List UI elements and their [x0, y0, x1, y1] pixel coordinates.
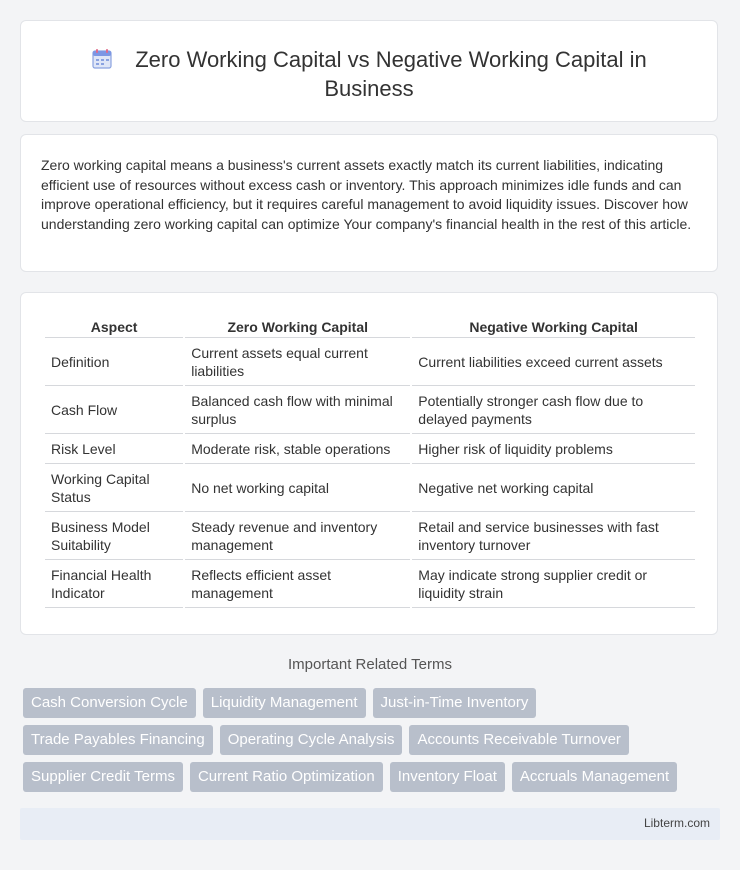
cell-negative: May indicate strong supplier credit or liquidity strain — [412, 560, 695, 608]
cell-zero: No net working capital — [185, 464, 410, 512]
cell-negative: Retail and service businesses with fast inventory turnover — [412, 512, 695, 560]
related-terms — [23, 688, 723, 799]
tag-accruals-management[interactable]: Accruals Management — [512, 762, 677, 792]
cell-negative: Potentially stronger cash flow due to delayed payments — [412, 386, 695, 434]
tag-liquidity-management[interactable]: Liquidity Management — [203, 688, 366, 718]
intro-card — [20, 134, 718, 272]
page-title — [61, 45, 677, 103]
table-row — [45, 434, 695, 464]
cell-zero: Balanced cash flow with minimal surplus — [185, 386, 410, 434]
cell-zero: Steady revenue and inventory management — [185, 512, 410, 560]
tag-current-ratio-optimization[interactable]: Current Ratio Optimization — [190, 762, 383, 792]
table-row — [45, 338, 695, 386]
related-terms-title: Important Related Terms — [288, 656, 452, 673]
comparison-table — [43, 317, 697, 608]
table-row — [45, 386, 695, 434]
tag-just-in-time-inventory[interactable]: Just-in-Time Inventory — [373, 688, 537, 718]
header-negative: Negative Working Capital — [412, 317, 695, 338]
tag-row — [23, 725, 723, 755]
header-zero: Zero Working Capital — [185, 317, 410, 338]
tag-operating-cycle-analysis[interactable]: Operating Cycle Analysis — [220, 725, 403, 755]
intro-paragraph: Zero working capital means a business's current assets exactly match its current liabilities, indicating efficient use of resources without excess cash or inventory. This approach minimizes idle funds and can improve operational efficiency, but it requires careful management to avoid liquidity issues. Discover how understanding zero working capital can optimize Your company's financial health in the rest of this article. — [41, 157, 692, 232]
table-row — [45, 464, 695, 512]
cell-negative: Current liabilities exceed current assets — [412, 338, 695, 386]
footer — [20, 808, 720, 840]
header-card — [20, 20, 718, 122]
title-text: Zero Working Capital vs Negative Working Capital in Business — [135, 47, 647, 101]
cell-aspect: Financial Health Indicator — [45, 560, 183, 608]
cell-negative: Higher risk of liquidity problems — [412, 434, 695, 464]
cell-aspect: Risk Level — [45, 434, 183, 464]
footer-site-link[interactable]: Libterm.com — [643, 816, 710, 830]
table-header-row — [45, 317, 695, 338]
tag-supplier-credit-terms[interactable]: Supplier Credit Terms — [23, 762, 183, 792]
tag-inventory-float[interactable]: Inventory Float — [390, 762, 505, 792]
tag-trade-payables-financing[interactable]: Trade Payables Financing — [23, 725, 213, 755]
cell-zero: Moderate risk, stable operations — [185, 434, 410, 464]
header-aspect: Aspect — [45, 317, 183, 338]
tag-row — [23, 762, 723, 792]
cell-aspect: Working Capital Status — [45, 464, 183, 512]
calendar-icon — [91, 48, 113, 70]
tag-cash-conversion-cycle[interactable]: Cash Conversion Cycle — [23, 688, 196, 718]
cell-aspect: Definition — [45, 338, 183, 386]
tag-accounts-receivable-turnover[interactable]: Accounts Receivable Turnover — [409, 725, 628, 755]
table-row — [45, 560, 695, 608]
comparison-card — [20, 292, 718, 635]
tag-row — [23, 688, 723, 718]
cell-aspect: Business Model Suitability — [45, 512, 183, 560]
cell-zero: Reflects efficient asset management — [185, 560, 410, 608]
table-row — [45, 512, 695, 560]
cell-zero: Current assets equal current liabilities — [185, 338, 410, 386]
cell-negative: Negative net working capital — [412, 464, 695, 512]
cell-aspect: Cash Flow — [45, 386, 183, 434]
